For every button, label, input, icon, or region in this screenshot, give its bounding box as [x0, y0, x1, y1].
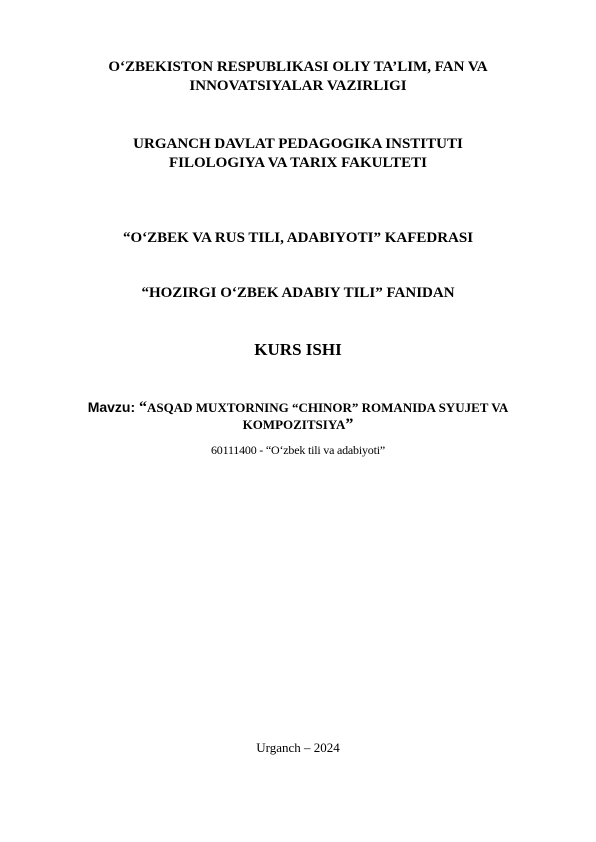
subject-name: “HOZIRGI O‘ZBEK ADABIY TILI” FANIDAN — [141, 285, 455, 301]
topic-open-quote: “ — [139, 399, 148, 416]
topic-close-quote: ” — [345, 416, 354, 433]
topic-line-1 — [0, 398, 596, 417]
document-type: KURS ISHI — [254, 340, 342, 359]
topic-title-line-2: KOMPOZITSIYA — [242, 417, 346, 432]
ministry-name-line-2: INNOVATSIYALAR VAZIRLIGI — [189, 78, 407, 94]
specialty-code: 60111400 - “O‘zbek tili va adabiyoti” — [211, 443, 385, 457]
ministry-name-line-1: O‘ZBEKISTON RESPUBLIKASI OLIY TA’LIM, FAN VA — [108, 59, 488, 75]
topic-line-2 — [0, 416, 596, 434]
faculty-name: FILOLOGIYA VA TARIX FAKULTETI — [168, 155, 427, 171]
institute-name: URGANCH DAVLAT PEDAGOGIKA INSTITUTI — [133, 136, 463, 152]
city-year: Urganch – 2024 — [256, 740, 340, 755]
topic-label: Mavzu: — [87, 399, 140, 415]
department-name: “O‘ZBEK VA RUS TILI, ADABIYOTI” KAFEDRASI — [122, 230, 474, 246]
topic-title-line-1: ASQAD MUXTORNING “CHINOR” ROMANIDA SYUJET VA — [147, 400, 509, 415]
